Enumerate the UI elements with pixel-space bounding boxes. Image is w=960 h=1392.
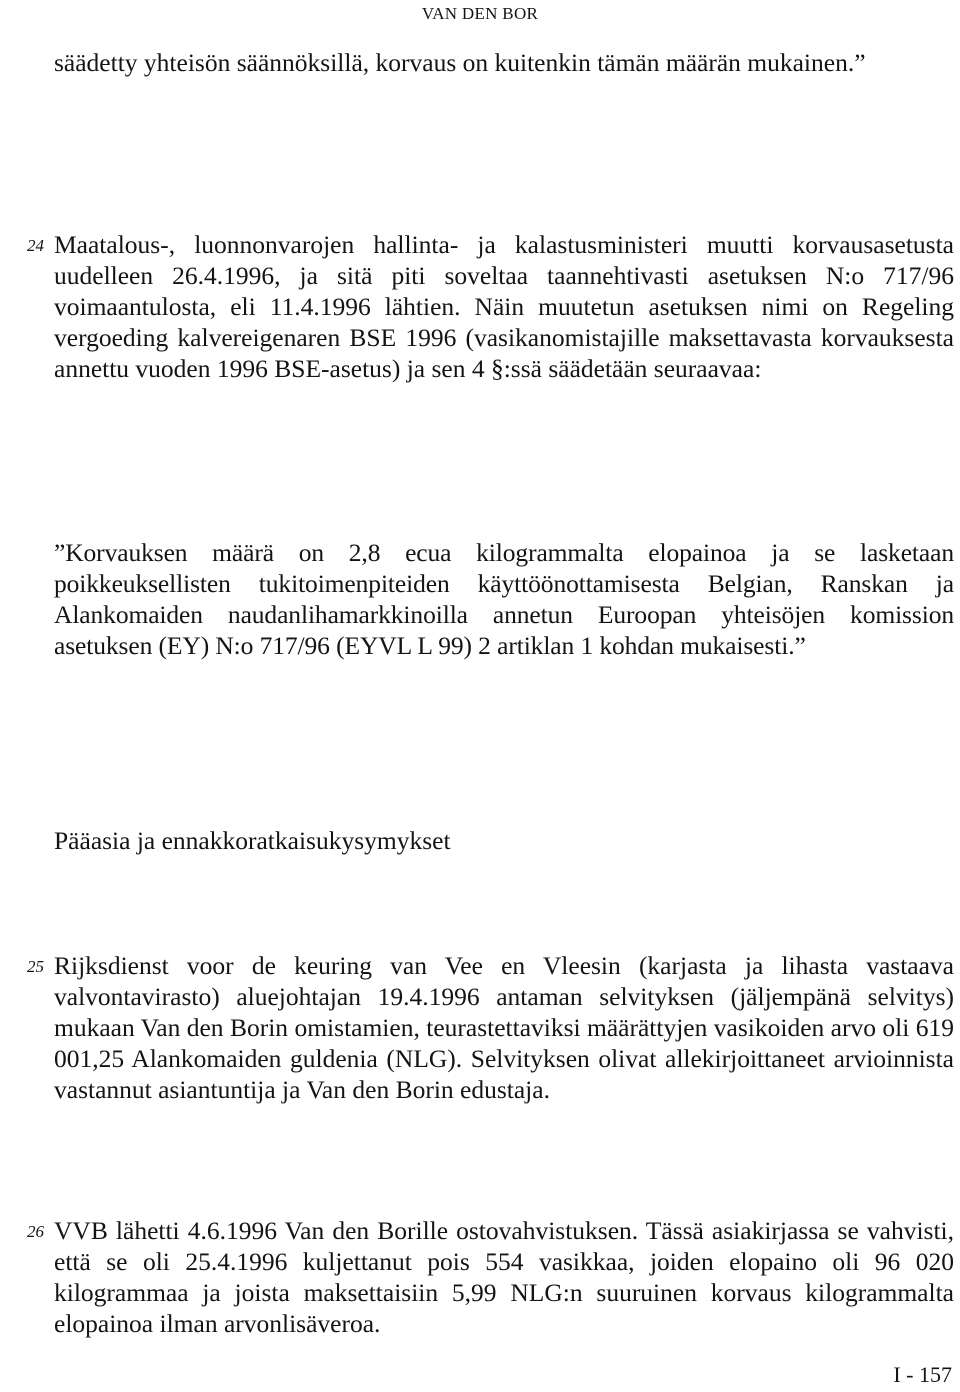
- paragraph-number-25: 25: [27, 957, 44, 976]
- running-header: VAN DEN BOR: [421, 4, 539, 23]
- paragraph-26: VVB lähetti 4.6.1996 Van den Borille ostovahvistuksen. Tässä asiakirjassa se vahvisti, että se oli 25.4.1996 kuljettanut pois 554 vasikkaa, joiden elopaino oli 96 020 kilogrammaa ja joista maksettaisiin 5,99 NLG:n suuruinen korvaus kilogrammalta elopainoa ilman arvonlisäveroa.: [54, 1216, 954, 1338]
- paragraph-25: Rijksdienst voor de keuring van Vee en Vleesin (karjasta ja lihasta vastaava valvontavirasto) aluejohtajan 19.4.1996 antaman selvityksen (jäljempänä selvitys) mukaan Van den Borin omistamien, teurastettaviksi määrättyjen vasikoiden arvo oli 619 001,25 Alankomaiden guldenia (NLG). Selvityksen olivat allekirjoittaneet arvioinnista vastannut asiantuntija ja Van den Borin edustaja.: [54, 951, 954, 1104]
- section-heading: Pääasia ja ennakkoratkaisukysymykset: [54, 826, 451, 855]
- paragraph-24: Maatalous-, luonnonvarojen hallinta- ja kalastusministeri muutti korvausasetusta uudelleen 26.4.1996, ja sitä piti soveltaa taannehtivasti asetuksen N:o 717/96 voimaantulosta, eli 11.4.1996 lähtien. Näin muutetun asetuksen nimi on Regeling vergoeding kalvereigenaren BSE 1996 (vasikanomistajille maksettavasta korvauksesta annettu vuoden 1996 BSE-asetus) ja sen 4 §:ssä säädetään seuraavaa:: [54, 230, 954, 383]
- quoted-provision: ”Korvauksen määrä on 2,8 ecua kilogrammalta elopainoa ja se lasketaan poikkeuksellisten tukitoimenpiteiden käyttöönottamisesta Belgian, Ranskan ja Alankomaiden naudanlihamarkkinoilla annetun Euroopan yhteisöjen komission asetuksen (EY) N:o 717/96 (EYVL L 99) 2 artiklan 1 kohdan mukaisesti.”: [54, 538, 954, 660]
- paragraph-number-24: 24: [27, 236, 44, 255]
- paragraph-continuation: säädetty yhteisön säännöksillä, korvaus on kuitenkin tämän määrän mukainen.”: [54, 48, 866, 77]
- page-number: I - 157: [893, 1362, 952, 1387]
- paragraph-number-26: 26: [27, 1222, 44, 1241]
